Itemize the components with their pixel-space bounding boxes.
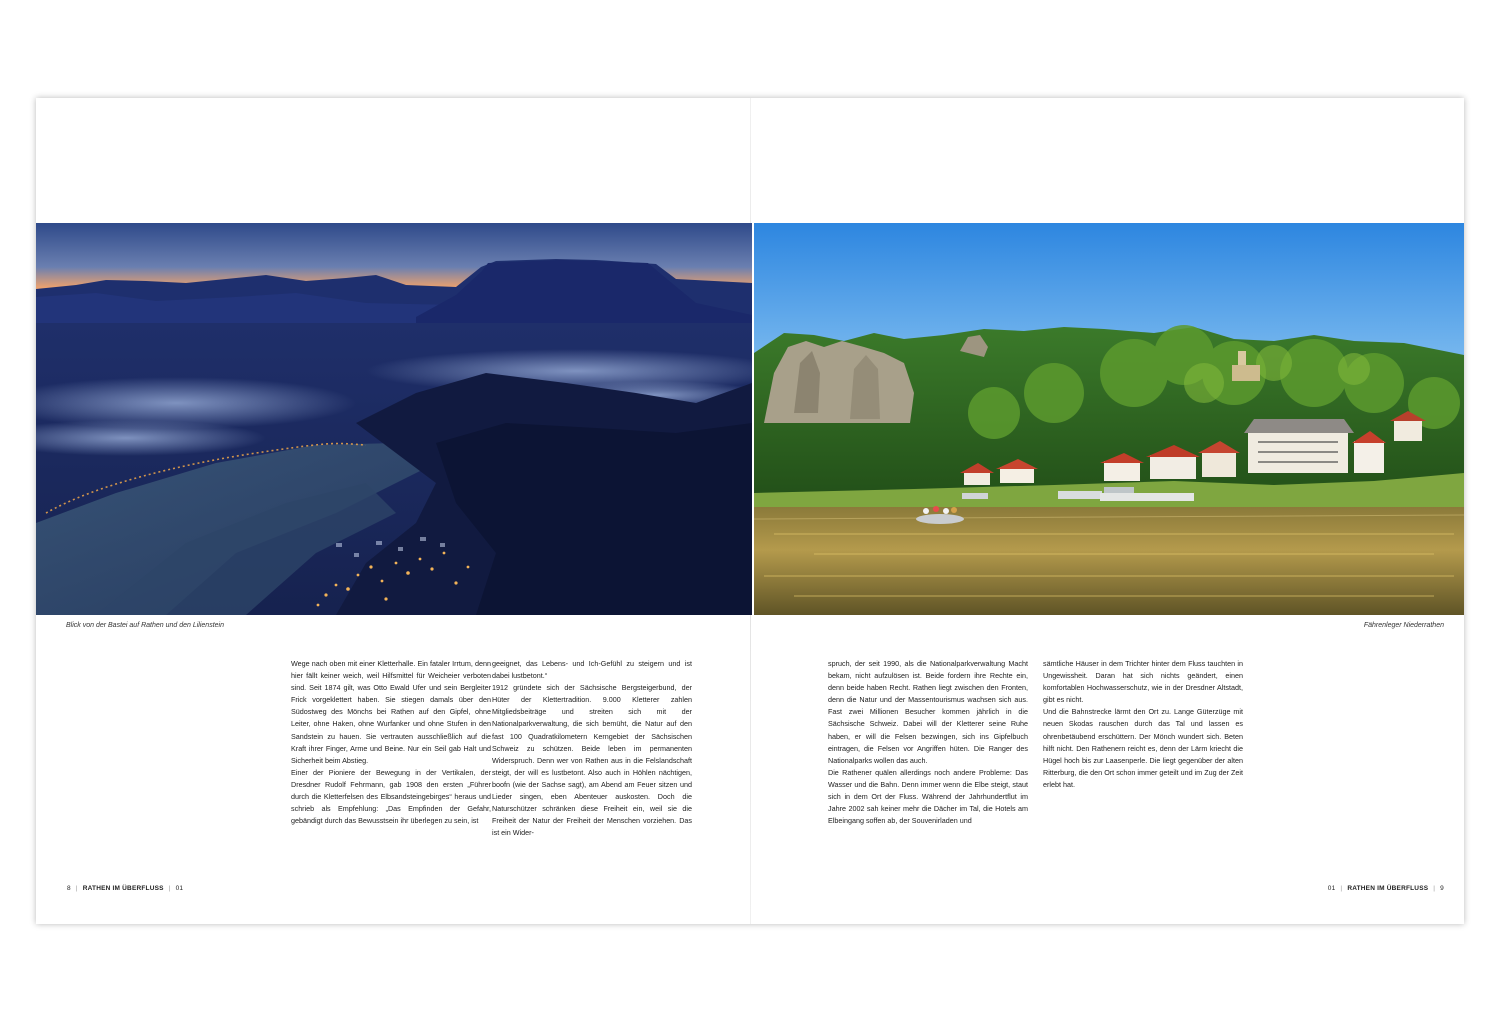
text-column-4: [1043, 658, 1243, 791]
paragraph: 1912 gründete sich der Sächsische Bergsteigerbund, der Hüter der Klettertradition. 9.000 Kletterer zahlen Mitgliedsbeiträge und streiten sich mit der Nationalparkverwaltung, die sich bemüht, die Natur auf den fast 100 Quadratkilometern Kerngebiet der Sächsischen Schweiz zu schützen. Beide leben im permanenten Widerspruch. Denn wer von Rathen aus in die Felslandschaft steigt, der will es lustbetont. Also auch in Höhlen nächtigen, boofn (wie der Sachse sagt), am Abend am Feuer sitzen und Lieder singen, eben Abenteuer auskosten. Doch die Naturschützer schränken diese Freiheit ein, weil sie die Freiheit der Natur der Freiheit der Menschen vorziehen. Das ist ein Wider-: [492, 683, 692, 838]
footer-left: 8 | RATHEN IM ÜBERFLUSS | 01: [67, 885, 184, 892]
text-column-1: [291, 658, 491, 827]
magazine-spread: [36, 98, 1464, 924]
paragraph: Die Rathener quälen allerdings noch andere Probleme: Das Wasser und die Bahn. Denn immer wenn die Elbe steigt, staut sich in dem Ort der Fluss. Während der Jahrhundertflut im Jahre 2002 sah keiner mehr die Dächer im Tal, die Hotels am Elbeingang soffen ab, der Souvenirladen und: [828, 767, 1028, 826]
paragraph: geeignet, das Lebens- und Ich-Gefühl zu steigern und ist dabei lustbetont.“: [492, 659, 692, 681]
page-number-right: 9: [1440, 885, 1444, 892]
page-number-left: 8: [67, 885, 71, 892]
caption-right-photo: Fährenleger Niederrathen: [1363, 622, 1444, 629]
running-title-right: RATHEN IM ÜBERFLUSS: [1347, 885, 1429, 892]
paragraph: sämtliche Häuser in dem Trichter hinter dem Fluss tauchten in Ungewissheit. Daran hat sich nichts geändert, einen komfortablen Hochwasserschutz, wie in der Dresdner Altstadt, gibt es nicht.: [1043, 659, 1243, 705]
photo-bastei-dusk-image: [36, 223, 752, 615]
paragraph: Einer der Pioniere der Bewegung in der Vertikalen, der Dresdner Rudolf Fehrmann, gab 1908 den ersten „Führer durch die Kletterfelsen des Elbsandsteingebirges“ heraus und schrieb als Empfehlung: „Das Empfinden der Gefahr, gebändigt durch das Bewusstsein ihr überlegen zu sein, ist: [291, 767, 491, 826]
photo-elbe-rathen: [754, 223, 1464, 615]
paragraph: Wege nach oben mit einer Kletterhalle. Ein fataler Irrtum, denn hier fällt keiner weich, weil Hilfsmittel für Weicheier verboten sind. Seit 1874 gilt, was Otto Ewald Ufer und sein Bergleiter Frick vorgeklettert haben. Sie stiegen damals über den Südostweg des Mönchs bei Rathen auf den Gipfel, ohne Leiter, ohne Haken, ohne Wurfanker und ohne Stufen in den Sandstein zu hauen. Sie vertrauten ausschließlich auf die Kraft ihrer Finger, Arme und Beine. Nur ein Seil gab Halt und Sicherheit beim Abstieg.: [291, 659, 491, 765]
text-column-2: [492, 658, 692, 839]
paragraph: Und die Bahnstrecke lärmt den Ort zu. Lange Güterzüge mit neuen Skodas rauschen durch das Tal und lassen es ohrenbetäubend erschüttern. Der Mönch wundert sich. Beten hilft nicht. Den Rathenern reicht es, denn der Lärm kriecht die Hügel hoch bis zur Laasenperle. Die liegt gegenüber der alten Ritterburg, die den Ort schon immer geteilt und im Zug der Zeit erlebt hat.: [1043, 707, 1243, 789]
photo-bastei-dusk: [36, 223, 752, 615]
text-column-3: [828, 658, 1028, 827]
chapter-number-left: 01: [175, 885, 184, 892]
paragraph: spruch, der seit 1990, als die Nationalparkverwaltung Macht bekam, nicht aufzulösen ist. Beide fordern ihre Rechte ein, denn beide haben Recht. Rathen liegt zwischen den Fronten, denn die Natur und der Massentourismus wachsen sich aus. Fast zwei Millionen Besucher kommen jährlich in die Sächsische Schweiz. Dabei will der Kletterer seine Ruhe haben, er will die Felsen bezwingen, sich ins Gipfelbuch eintragen, die Felsen vor Angriffen hüten. Die Ranger des Nationalparks wollen das auch.: [828, 659, 1028, 765]
running-title-left: RATHEN IM ÜBERFLUSS: [82, 885, 164, 892]
footer-right: 01 | RATHEN IM ÜBERFLUSS | 9: [1327, 885, 1444, 892]
chapter-number-right: 01: [1327, 885, 1336, 892]
caption-left-photo: Blick von der Bastei auf Rathen und den Lilienstein: [66, 622, 224, 629]
photo-elbe-rathen-image: [754, 223, 1464, 615]
